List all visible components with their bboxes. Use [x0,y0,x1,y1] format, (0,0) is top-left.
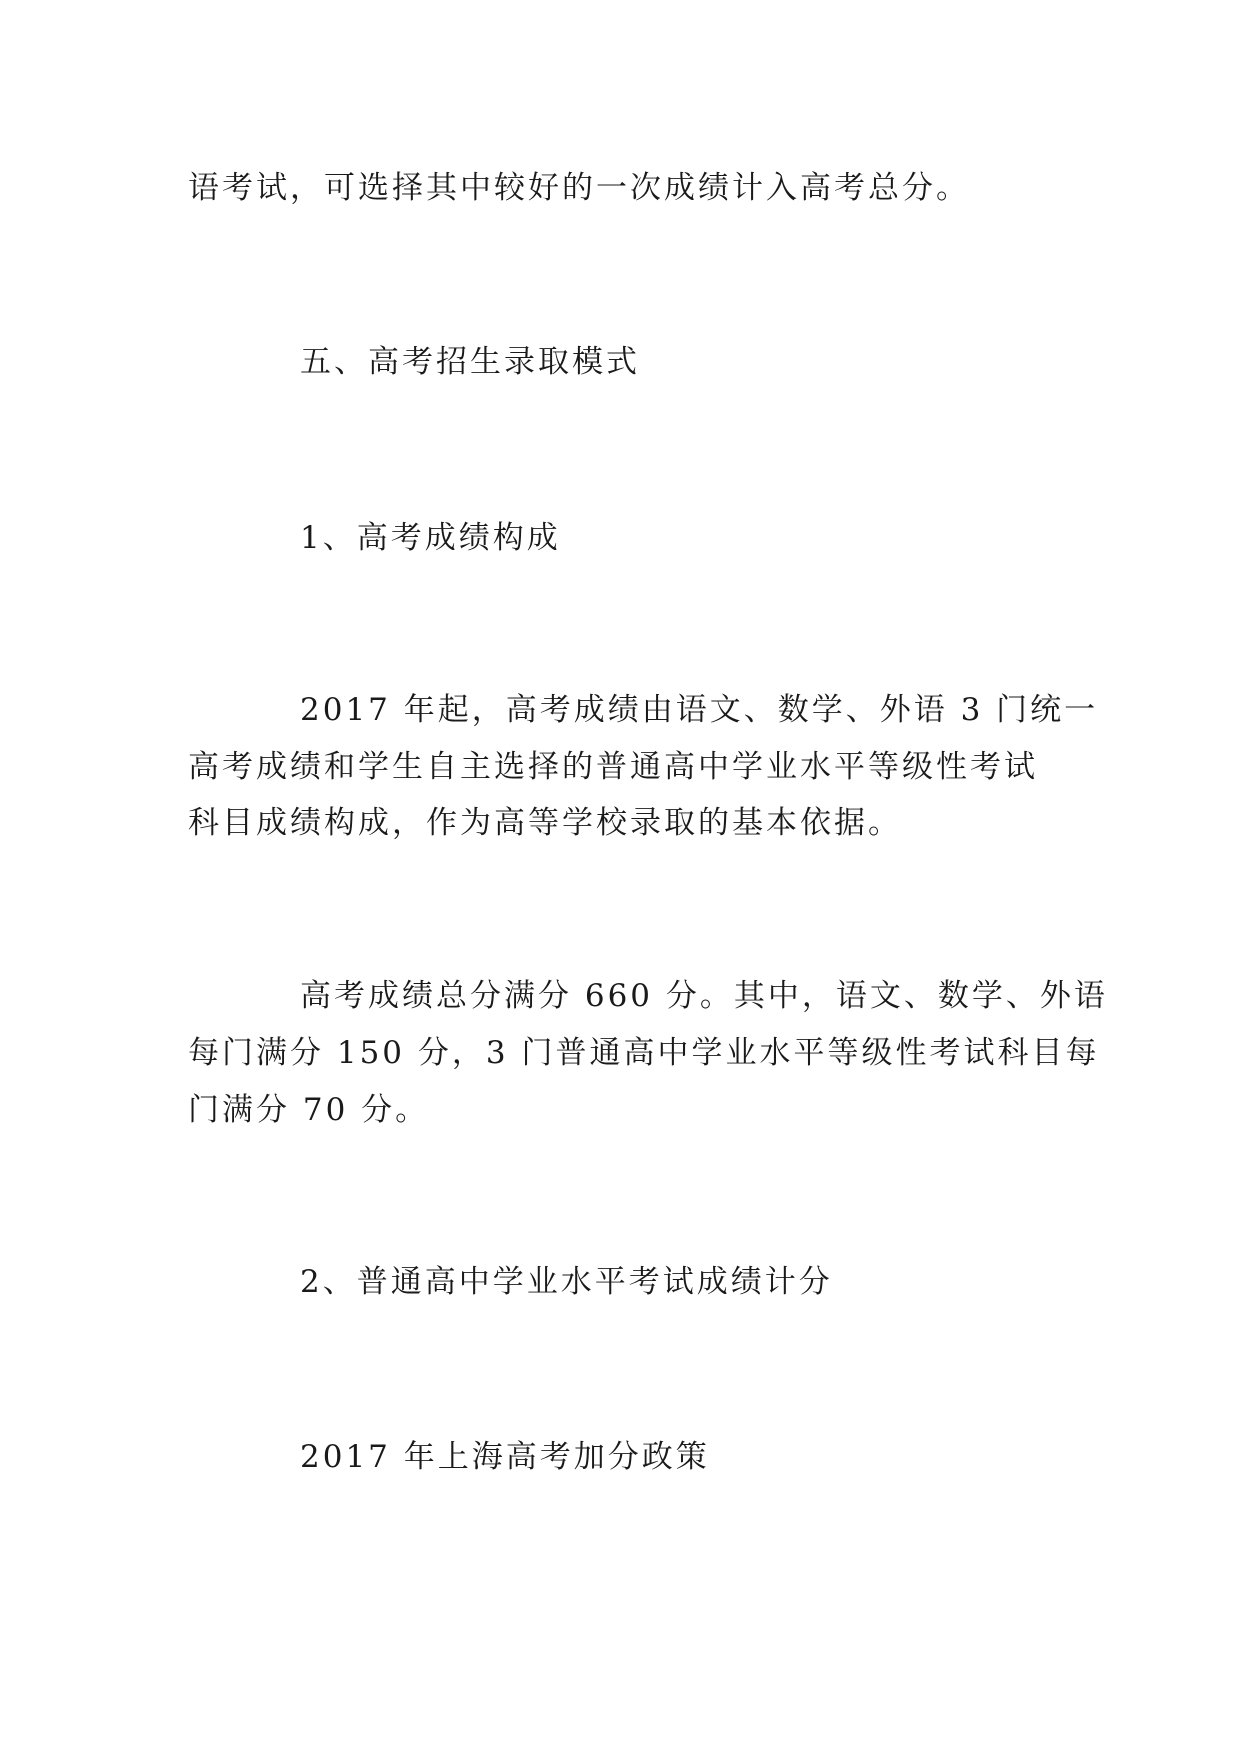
section-heading-5: 五、高考招生录取模式 [300,344,640,380]
paragraph-line: 每门满分 150 分，3 门普通高中学业水平等级性考试科目每 [188,1035,1100,1071]
subheading-score-composition: 1、高考成绩构成 [300,520,561,556]
paragraph-tail-line: 语考试，可选择其中较好的一次成绩计入高考总分。 [188,170,970,206]
subheading-level-exam-scoring: 2、普通高中学业水平考试成绩计分 [300,1264,833,1300]
paragraph-line: 门满分 70 分。 [188,1092,430,1128]
paragraph-line: 科目成绩构成，作为高等学校录取的基本依据。 [188,805,902,841]
paragraph-line: 高考成绩总分满分 660 分。其中，语文、数学、外语 [300,978,1108,1014]
paragraph-line: 2017 年起，高考成绩由语文、数学、外语 3 门统一 [300,692,1099,728]
section-title-bonus-policy: 2017 年上海高考加分政策 [300,1439,710,1475]
paragraph-line: 高考成绩和学生自主选择的普通高中学业水平等级性考试 [188,749,1038,785]
